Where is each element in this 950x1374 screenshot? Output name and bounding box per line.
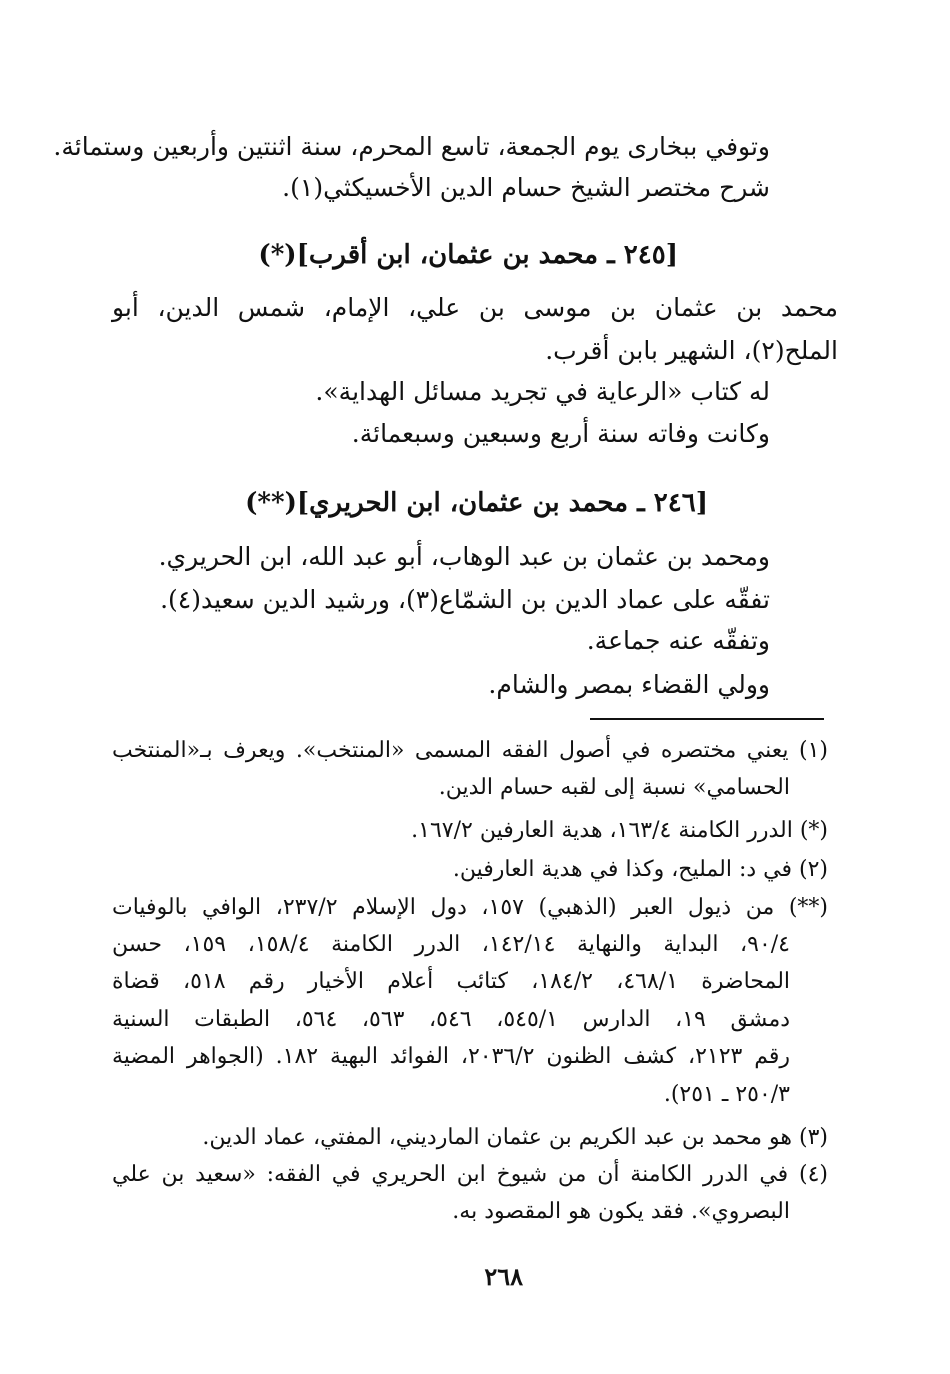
entry-246-heading: [٢٤٦ ـ محمد بن عثمان، ابن الحريري](**) (245, 488, 708, 518)
entry-246-line: وولي القضاء بمصر والشام. (488, 670, 770, 699)
entry-246-line: ومحمد بن عثمان بن عبد الوهاب، أبو عبد الله، ابن الحريري. (158, 542, 770, 571)
footnote-3: (٣) هو محمد بن عبد الكريم بن عثمان المارديني، المفتي، عماد الدين. (202, 1125, 828, 1150)
footnote-star2-line: رقم ٢١٢٣، كشف الظنون ٢٠٣٦/٢، الفوائد البهية ١٨٢. (الجواهر المضية (112, 1044, 791, 1069)
footnote-star2-line: (**) من ذيول العبر (الذهبي) ١٥٧، دول الإسلام ٢٣٧/٢، الوافي بالوفيات (112, 895, 829, 920)
paragraph-death-note: وتوفي ببخارى يوم الجمعة، تاسع المحرم، سنة اثنتين وأربعين وستمائة. (53, 132, 770, 161)
entry-246-line: وتفقّه عنه جماعة. (586, 626, 770, 655)
footnote-2: (٢) في د: المليح، وكذا في هدية العارفين. (452, 857, 828, 882)
footnote-4-line: (٤) في الدرر الكامنة أن من شيوخ ابن الحريري في الفقه: «سعيد بن علي (112, 1162, 828, 1187)
page-number: ٢٦٨ (484, 1262, 523, 1291)
entry-245-line: له كتاب «الرعاية في تجريد مسائل الهداية». (315, 377, 770, 406)
footnote-star2-line: دمشق ١٩، الدارس ٥٤٥/١، ٥٤٦، ٥٦٣، ٥٦٤، الطبقات السنية (112, 1007, 791, 1032)
entry-245-line: وكانت وفاته سنة أربع وسبعين وسبعمائة. (351, 419, 770, 448)
entry-245-line: الملح(٢)، الشهير بابن أقرب. (545, 336, 838, 365)
footnote-1-line: الحسامي» نسبة إلى لقبه حسام الدين. (438, 775, 790, 800)
footnote-star2-line: المحاضرة ٤٦٨/١، ١٨٤/٢، كتائب أعلام الأخيار رقم ٥١٨، قضاة (112, 969, 791, 994)
entry-245-line: محمد بن عثمان بن موسى بن علي، الإمام، شمس الدين، أبو (112, 293, 838, 322)
entry-245-heading: [٢٤٥ ـ محمد بن عثمان، ابن أقرب](*) (258, 240, 678, 270)
footnote-1-line: (١) يعني مختصره في أصول الفقه المسمى «المنتخب». ويعرف بـ«المنتخب (112, 738, 828, 763)
footnote-star2-line: ٩٠/٤، البداية والنهاية ١٤٢/١٤، الدرر الكامنة ١٥٨/٤، ١٥٩، حسن (112, 932, 791, 957)
entry-246-line: تفقّه على عماد الدين بن الشمّاع(٣)، ورشيد الدين سعيد(٤). (160, 585, 770, 614)
footnote-4-line: البصروي». فقد يكون هو المقصود به. (452, 1199, 790, 1224)
footnote-star: (*) الدرر الكامنة ١٦٣/٤، هدية العارفين ١٦٧/٢. (411, 818, 828, 843)
footnote-separator (590, 718, 824, 720)
paragraph-work-note: شرح مختصر الشيخ حسام الدين الأخسيكثي(١). (282, 173, 770, 202)
footnote-star2-line: ٢٥٠/٣ ـ ٢٥١). (663, 1082, 790, 1107)
